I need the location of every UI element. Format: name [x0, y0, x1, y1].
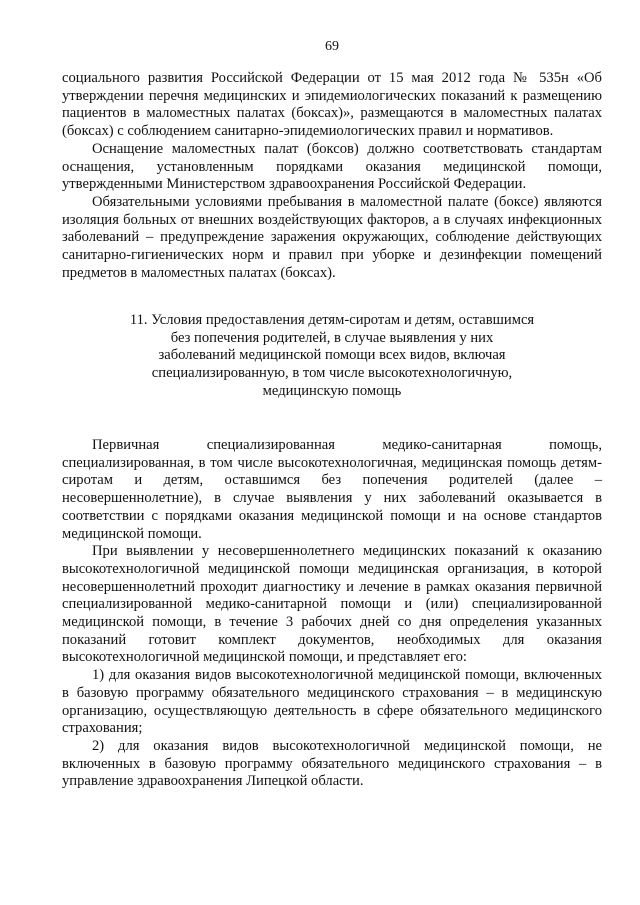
- paragraph: Обязательными условиями пребывания в маломестной палате (боксе) являются изоляция больных от внешних воздействующих факторов, а в случаях инфекционных заболеваний – предупреждение заражения окружающих, соблюдение действующих санитарно-гигиенических норм и правил при уборке и дезинфекции помещений предметов в маломестных палатах (боксах).: [62, 193, 602, 281]
- body-text-bottom: [62, 437, 602, 791]
- heading-line: 11. Условия предоставления детям-сиротам и детям, оставшимся: [129, 312, 535, 328]
- body-text-top: [62, 70, 602, 282]
- list-item: 1) для оказания видов высокотехнологичной медицинской помощи, включенных в базовую программу обязательного медицинского страхования – в медицинскую организацию, осуществляющую деятельность в сфере обязательного медицинского страхования;: [62, 667, 602, 737]
- list-item: 2) для оказания видов высокотехнологичной медицинской помощи, не включенных в базовую программу обязательного медицинского страхования – в управление здравоохранения Липецкой области.: [62, 737, 602, 790]
- heading-line: заболеваний медицинской помощи всех видов, включая: [158, 347, 506, 364]
- paragraph: Первичная специализированная медико-санитарная помощь, специализированная, в том числе высокотехнологичная, медицинская помощь детям-сиротам и детям, оставшимся без попечения родителей (далее – несовершеннолетние), в случае выявления у них заболеваний оказывается в соответствии с порядками оказания медицинской помощи и на основе стандартов медицинской помощи.: [62, 437, 602, 542]
- page-number: 69: [325, 39, 339, 54]
- heading-line: специализированную, в том числе высокотехнологичную,: [151, 365, 513, 382]
- section-heading: [62, 312, 602, 401]
- heading-line: без попечения родителей, в случае выявления у них: [170, 329, 494, 346]
- heading-line: медицинскую помощь: [262, 382, 402, 399]
- paragraph: социального развития Российской Федерации от 15 мая 2012 года № 535н «Об утверждении перечня медицинских и эпидемиологических показаний к размещению пациентов в маломестных палатах (боксах)», размещаются в маломестных палатах (боксах) с соблюдением санитарно-эпидемиологических правил и нормативов.: [62, 70, 602, 140]
- paragraph: Оснащение маломестных палат (боксов) должно соответствовать стандартам оснащения, установленным порядками оказания медицинской помощи, утвержденными Министерством здравоохранения Российской Федерации.: [62, 140, 602, 193]
- paragraph: При выявлении у несовершеннолетнего медицинских показаний к оказанию высокотехнологичной медицинской помощи медицинская организация, в которой несовершеннолетний проходит диагностику и лечение в рамках оказания первичной специализированной медико-санитарной помощи и (или) специализированной медицинской помощи, в течение 3 рабочих дней со дня определения указанных показаний готовит комплект документов, необходимых для оказания высокотехнологичной медицинской помощи, и представляет его:: [62, 543, 602, 666]
